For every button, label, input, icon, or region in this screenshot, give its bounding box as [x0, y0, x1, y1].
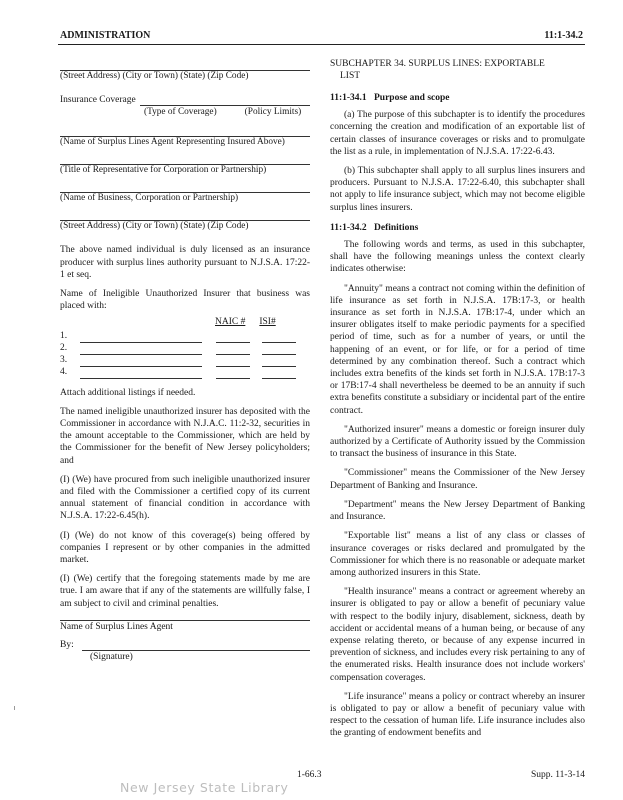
type-of-coverage-caption: (Type of Coverage) — [144, 107, 217, 118]
insurer-label: Name of Ineligible Unauthorized Insurer that business was placed with: — [60, 289, 310, 312]
insurer-list — [60, 331, 310, 379]
definition-life-insurance: "Life insurance" means a policy or contract whereby an insurer is obligated to pay or allow a benefit of pecuniary value with respect to the cessation of human life. Life insurance includes also the granting of endowment benefits and — [330, 691, 585, 739]
isi-column-header: ISI# — [259, 317, 276, 328]
purpose-paragraph-a: (a) The purpose of this subchapter is to identify the procedures concerning the creation and modification of an exportable list of certain classes of insurance coverages or risks and to promulgate the list as a rule, in implementation of N.J.S.A. 17:22-6.43. — [330, 110, 585, 157]
definition-department: "Department" means the New Jersey Department of Banking and Insurance. — [330, 499, 585, 523]
left-column — [60, 58, 310, 663]
definition-annuity: "Annuity" means a contract not coming within the definition of life insurance as set forth in N.J.S.A. 17B:17-3, or health insurance as set forth in N.J.S.A. 17B:17-4, under which an insurer obligates itself to make periodic payments for a specified period of time, such as for a number of years, or until the happening of an event, or for life, or for a period of time determined by any combination thereof. Such a contract which includes extra benefits of the kinds set forth in N.J.S.A. 17B:17-3 or 17B:17-4 shall nevertheless be deemed to be an annuity if such extra benefits constitute a subsidiary or incidental part of the entire contract. — [330, 283, 585, 416]
signature-caption: (Signature) — [90, 652, 133, 663]
section-heading-34-1: 11:1-34.1 Purpose and scope — [330, 93, 450, 103]
agent-name-field-label: Name of Surplus Lines Agent — [60, 621, 173, 632]
stray-mark — [14, 706, 15, 710]
signature-line — [82, 641, 310, 651]
street-address-caption-2: (Street Address) (City or Town) (State) (Zip Code) — [60, 221, 249, 232]
by-label: By: — [60, 640, 74, 651]
subchapter-heading: SUBCHAPTER 34. SURPLUS LINES: EXPORTABLE LIST — [330, 59, 545, 81]
list-item: 4. — [60, 367, 310, 379]
not-know-paragraph: (I) (We) do not know of this coverage(s) being offered by companies I represent or by other companies in the admitted market. — [60, 530, 310, 566]
representative-title-caption: (Title of Representative for Corporation or Partnership) — [60, 165, 267, 176]
supplement-date: Supp. 11-3-14 — [530, 770, 585, 780]
list-item: 1. — [60, 331, 310, 343]
section-heading-34-2: 11:1-34.2 Definitions — [330, 222, 419, 233]
header-title: ADMINISTRATION — [60, 30, 151, 41]
header-citation: 11:1-34.2 — [544, 30, 583, 41]
definitions-intro: The following words and terms, as used in this subchapter, shall have the following meanings unless the context clearly indicates otherwise: — [330, 240, 585, 275]
attach-note: Attach additional listings if needed. — [60, 387, 196, 398]
definition-exportable-list: "Exportable list" means a list of any class or classes of insurance coverages or risks declared and promulgated by the Commissioner for which there is no reasonable or adequate market among authorized insurers in this State. — [330, 531, 585, 578]
purpose-paragraph-b: (b) This subchapter shall apply to all surplus lines insurers and producers. Pursuant to N.J.S.A. 17:22-6.40, this subchapter shall not apply to life insurance subject, which may not become eligible surplus lines insurers. — [330, 166, 585, 213]
list-item: 3. — [60, 355, 310, 367]
running-header — [58, 30, 585, 45]
list-item: 2. — [60, 343, 310, 355]
insurance-coverage-label: Insurance Coverage — [60, 95, 136, 105]
deposited-paragraph: The named ineligible unauthorized insurer has deposited with the Commissioner in accordance with N.J.A.C. 11:2-32, securities in the amount acceptable to the Commissioner, which are held by the Commissioner for the benefit of New Jersey policyholders; and — [60, 406, 310, 466]
definition-health-insurance: "Health insurance" means a contract or agreement whereby an insurer is obligated to pay or allow a benefit of pecuniary value with respect to the bodily injury, disablement, sickness, death by accident or accidental means of a human being, or because of any expense relating thereto, or because of any expense incurred in prevention of sickness, and includes every risk pertaining to any of the enumerated risks. Health insurance does not include workers' compensation coverages. — [330, 587, 585, 683]
page-number: 1-66.3 — [297, 770, 322, 780]
certify-paragraph: (I) (We) certify that the foregoing statements made by me are true. I am aware that if any of the statements are willfully false, I am subject to civil and criminal penalties. — [60, 574, 310, 609]
naic-column-header: NAIC # — [215, 317, 246, 328]
right-column — [330, 58, 585, 747]
agent-name-caption: (Name of Surplus Lines Agent Representing Insured Above) — [60, 137, 285, 148]
insurance-coverage-line — [60, 94, 310, 106]
definition-authorized-insurer: "Authorized insurer" means a domestic or foreign insurer duly authorized by a Certificate of Authority issued by the Commission to transact the business of insurance in this State. — [330, 424, 585, 460]
procured-paragraph: (I) (We) have procured from such ineligible unauthorized insurer and filed with the Commissioner a certified copy of its current annual statement of financial condition in accordance with N.J.S.A. 17:22-6.45(h). — [60, 474, 310, 522]
definition-commissioner: "Commissioner" means the Commissioner of the New Jersey Department of Banking and Insurance. — [330, 468, 585, 491]
street-address-caption: (Street Address) (City or Town) (State) (Zip Code) — [60, 71, 249, 81]
licensed-paragraph: The above named individual is duly licensed as an insurance producer with surplus lines authority pursuant to N.J.S.A. 17:22-1 et seq. — [60, 245, 310, 280]
business-name-caption: (Name of Business, Corporation or Partnership) — [60, 193, 239, 204]
policy-limits-caption: (Policy Limits) — [244, 107, 302, 118]
library-stamp: New Jersey State Library — [120, 780, 289, 795]
